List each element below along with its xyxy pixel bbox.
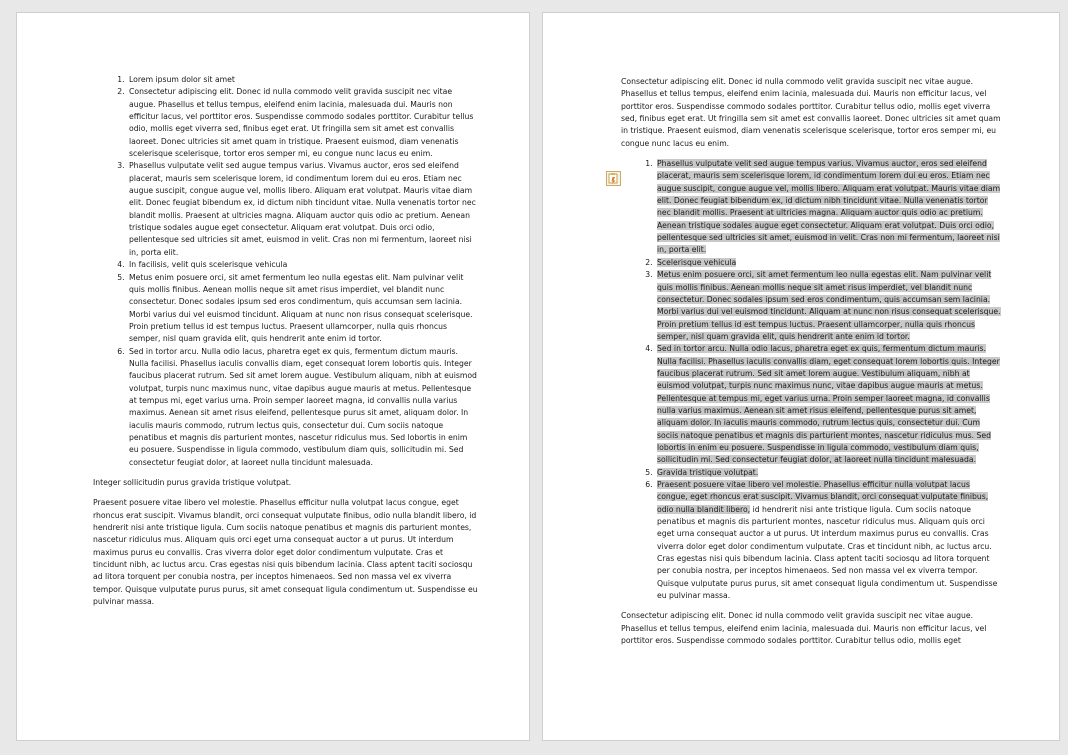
highlighted-text: Metus enim posuere orci, sit amet fermentum leo nulla egestas elit. Nam pulvinar velit quis mollis finibus. Aenean mollis neque sit amet risus imperdiet, vel blandit nunc consectetur. Donec sodales ipsum sed eros condimentum, quis accumsan sem lacinia. Morbi varius dui vel euismod tincidunt. Aliquam at nunc non risus consequat scelerisque. Proin pretium tellus id est tempus luctus. Praesent ullamcorper, nulla quis rhoncus semper, nisl quam gravida elit, quis hendrerit ante enim id tortor. [657,270,1001,341]
paragraph[interactable]: Consectetur adipiscing elit. Donec id nulla commodo velit gravida suscipit nec vitae augue. Phasellus et tellus tempus, eleifend enim lacinia, malesuada dui. Mauris non efficitur lacus, vel porttitor eros. Suspendisse commodo sodales porttitor. Curabitur tellus odio, mollis eget [621,611,987,646]
highlighted-text: Gravida tristique volutpat. [657,467,759,477]
paste-options-icon[interactable] [606,171,621,186]
list-item[interactable]: 3. Phasellus vulputate velit sed augue tempus varius. Vivamus auctor, eros sed eleifend placerat, mauris sem scelerisque lorem, id condimentum lorem dui eu eros. Etiam nec augue suscipit, congue augue vel, mollis libero. Aliquam erat volutpat. Mauris vitae diam elit. Donec feugiat bibendum ex, id dictum nibh tincidunt vitae. Nulla venenatis tortor nec blandit mollis. Praesent at ultricies magna. Aliquam auctor quis odio ac pretium. Aenean tristique sodales augue eget consectetur. Aliquam erat volutpat. Duis orci odio, pellentesque sed ultricies sit amet, euismod in velit. Cras non mi fermentum, laoreet nisi in, porta elit. [127,160,479,259]
list-item[interactable]: 6. Sed in tortor arcu. Nulla odio lacus, pharetra eget ex quis, fermentum dictum mauris. Nulla facilisi. Phasellus iaculis convallis diam, eget consequat lorem lobortis quis. Integer faucibus placerat rutrum. Sed sit amet lorem augue. Vestibulum aliquam, nibh at euismod volutpat, turpis nunc maximus nunc, vitae dapibus augue mauris at metus. Pellentesque at tempus mi, eget varius urna. Proin semper laoreet magna, id convallis nulla varius maximus. Aenean sit amet risus eleifend, pellentesque purus sit amet, aliquam dolor. In iaculis mauris commodo, rutrum lectus quis, consectetur dui. Cum sociis natoque penatibus et magnis dis parturient montes, nascetur ridiculus mus. Sed lobortis in enim eu posuere. Suspendisse in ligula commodo, vestibulum diam quis, sollicitudin mi. Sed consectetur feugiat dolor, at laoreet nulla tincidunt malesuada. [127,346,479,469]
list-item[interactable] [655,343,1001,466]
highlighted-text: Scelerisque vehicula [657,257,737,267]
document-page-right [542,12,1060,741]
list-item[interactable]: 4. In facilisis, velit quis scelerisque vehicula [127,259,479,271]
page-left-content[interactable] [93,74,479,608]
highlighted-text: Sed in tortor arcu. Nulla odio lacus, pharetra eget ex quis, fermentum dictum mauris. Nulla facilisi. Phasellus iaculis convallis diam, eget consequat lorem lobortis quis. Integer faucibus placerat rutrum. Sed sit amet lorem augue. Vestibulum aliquam, nibh at euismod volutpat, turpis nunc maximus nunc, vitae dapibus augue mauris at metus. Pellentesque at tempus mi, eget varius urna. Proin semper laoreet magna, id convallis nulla varius maximus. Aenean sit amet risus eleifend, pellentesque purus sit amet, aliquam dolor. In iaculis mauris commodo, rutrum lectus quis, consectetur dui. Cum sociis natoque penatibus et magnis dis parturient montes, nascetur ridiculus mus. Sed lobortis in enim eu posuere. Suspendisse in ligula commodo, vestibulum diam quis, sollicitudin mi. Sed consectetur feugiat dolor, at laoreet nulla tincidunt malesuada. [657,344,1000,465]
highlighted-text: Praesent posuere vitae libero vel molestie. Phasellus efficitur nulla volutpat lacus congue, eget rhoncus erat suscipit. Vivamus blandit, orci consequat vulputate finibus, odio nulla blandit libero, [657,480,989,514]
list-item[interactable] [655,479,1001,602]
list-item-text: id hendrerit nisi ante tristique ligula. Cum sociis natoque penatibus et magnis dis parturient montes, nascetur ridiculus mus. Aliquam quis orci eget urna consequat auctor a ut purus. Ut interdum maximus purus eu convallis. Cras viverra dolor eget dolor condimentum vulputate. Cras et tincidunt nibh, ac luctus arcu. Cras egestas nisi quis bibendum lacinia. Class aptent taciti sociosqu ad litora torquent per conubia nostra, per inceptos himenaeos. Sed non massa vel ex viverra tempor. Quisque vulputate purus purus, sit amet consequat ligula condimentum ut. Suspendisse eu pulvinar massa. [657,504,998,601]
list-item[interactable] [655,467,1001,479]
paragraph[interactable]: Integer sollicitudin purus gravida tristique volutpat. [93,478,292,487]
document-page-left [16,12,530,741]
list-item[interactable] [655,257,1001,269]
list-item[interactable] [655,269,1001,343]
page-right-content[interactable] [621,76,1001,647]
highlighted-text: Phasellus vulputate velit sed augue tempus varius. Vivamus auctor, eros sed eleifend placerat, mauris sem scelerisque lorem, id condimentum lorem dui eu eros. Etiam nec augue suscipit, congue augue vel, mollis libero. Aliquam erat volutpat. Mauris vitae diam elit. Donec feugiat bibendum ex, id dictum nibh tincidunt vitae. Nulla venenatis tortor nec blandit mollis. Praesent at ultricies magna. Aliquam auctor quis odio ac pretium. Aenean tristique sodales augue eget consectetur. Aliquam erat volutpat. Duis orci odio, pellentesque sed ultricies sit amet, euismod in velit. Cras non mi fermentum, laoreet nisi in, porta elit. [657,159,1001,255]
list-item[interactable]: 5. Metus enim posuere orci, sit amet fermentum leo nulla egestas elit. Nam pulvinar velit quis mollis finibus. Aenean mollis neque sit amet risus imperdiet, vel blandit nunc consectetur. Donec sodales ipsum sed eros condimentum, quis accumsan sem lacinia. Morbi varius dui vel euismod tincidunt. Aliquam at nunc non risus consequat scelerisque. Proin pretium tellus id est tempus luctus. Praesent ullamcorper, nulla quis rhoncus semper, nisl quam gravida elit, quis hendrerit ante enim id tortor. [127,272,479,346]
paragraph[interactable]: Praesent posuere vitae libero vel molestie. Phasellus efficitur nulla volutpat lacus congue, eget rhoncus erat suscipit. Vivamus blandit, orci consequat vulputate finibus, odio nulla blandit libero, id hendrerit nisi ante tristique ligula. Cum sociis natoque penatibus et magnis dis parturient montes, nascetur ridiculus mus. Aliquam quis orci eget urna consequat auctor a ut purus. Ut interdum maximus purus eu convallis. Cras viverra dolor eget dolor condimentum vulputate. Cras et tincidunt nibh, ac luctus arcu. Cras egestas nisi quis bibendum lacinia. Class aptent taciti sociosqu ad litora torquent per conubia nostra, per inceptos himenaeos. Sed non massa vel ex viverra tempor. Quisque vulputate purus purus, sit amet consequat ligula condimentum ut. Suspendisse eu pulvinar massa. [93,498,478,607]
paragraph[interactable]: Consectetur adipiscing elit. Donec id nulla commodo velit gravida suscipit nec vitae augue. Phasellus et tellus tempus, eleifend enim lacinia, malesuada dui. Mauris non efficitur lacus, vel porttitor eros. Suspendisse commodo sodales porttitor. Curabitur tellus odio, mollis eget viverra sed, finibus eget erat. Ut fringilla sem sit amet est convallis laoreet. Donec ultricies sit amet quam in tristique. Praesent euismod, diam venenatis scelerisque scelerisque, tortor eros semper mi, eu congue nunc lacus eu enim. [621,77,1001,148]
numbered-list [621,158,1001,602]
list-item[interactable]: 2. Consectetur adipiscing elit. Donec id nulla commodo velit gravida suscipit nec vitae augue. Phasellus et tellus tempus, eleifend enim lacinia, malesuada dui. Mauris non efficitur lacus, vel porttitor eros. Suspendisse commodo sodales porttitor. Curabitur tellus odio, mollis eget viverra sed, finibus eget erat. Ut fringilla sem sit amet est convallis laoreet. Donec ultricies sit amet quam in tristique. Praesent euismod, diam venenatis scelerisque scelerisque, tortor eros semper mi, eu congue nunc lacus eu enim. [127,86,479,160]
numbered-list [93,74,479,469]
list-item[interactable]: 1. Lorem ipsum dolor sit amet [127,74,479,86]
list-item[interactable] [655,158,1001,257]
